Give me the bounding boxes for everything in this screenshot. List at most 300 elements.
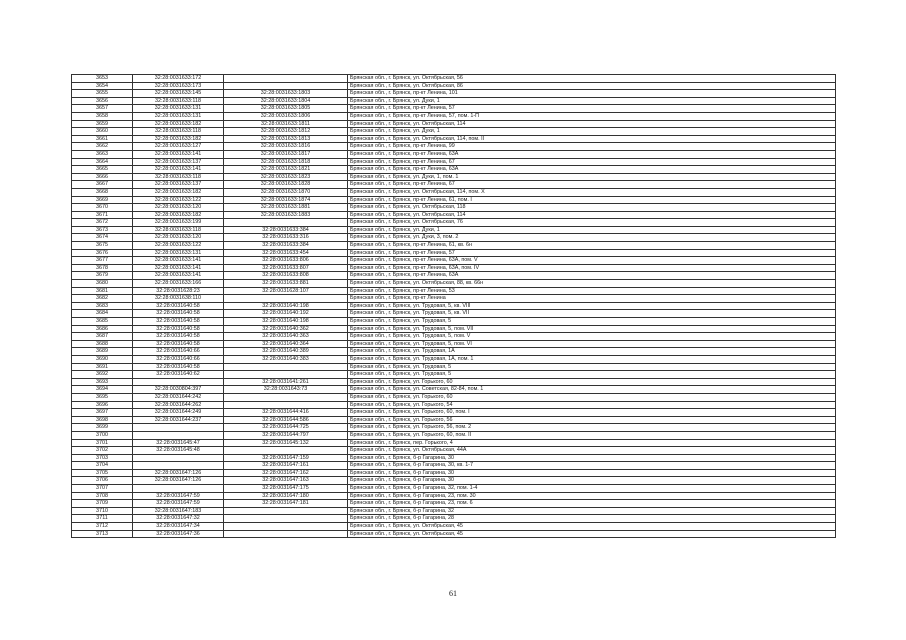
address-cell: Брянская обл., г. Брянск, ул. Октябрьская, 45 <box>348 523 836 531</box>
land-parcel-cadastral-cell: 32:28:0031644:262 <box>133 401 224 409</box>
row-number-cell: 3679 <box>72 272 133 280</box>
row-number-cell: 3678 <box>72 264 133 272</box>
table-row <box>72 447 836 455</box>
building-cadastral-cell: 32:28:0031640:192 <box>224 310 348 318</box>
table-row <box>72 378 836 386</box>
row-number-cell: 3709 <box>72 500 133 508</box>
land-parcel-cadastral-cell: 32:28:0031633:118 <box>133 97 224 105</box>
table-row <box>72 166 836 174</box>
land-parcel-cadastral-cell: 32:28:0031644:249 <box>133 409 224 417</box>
address-cell: Брянская обл., г. Брянск, пр-кт Ленина, 63А <box>348 166 836 174</box>
land-parcel-cadastral-cell: 32:28:0031633:141 <box>133 166 224 174</box>
row-number-cell: 3686 <box>72 325 133 333</box>
address-cell: Брянская обл., г. Брянск, пер. Горького, 4 <box>348 439 836 447</box>
page-number: 61 <box>449 589 457 598</box>
building-cadastral-cell: 32:28:0031647:161 <box>224 462 348 470</box>
building-cadastral-cell: 32:28:0031640:198 <box>224 302 348 310</box>
row-number-cell: 3673 <box>72 226 133 234</box>
address-cell: Брянская обл., г. Брянск, ул. Дуки, 1, пом. 1 <box>348 173 836 181</box>
land-parcel-cadastral-cell: 32:28:0031633:182 <box>133 135 224 143</box>
address-cell: Брянская обл., г. Брянск, б-р Гагарина, 23, пом. 6 <box>348 500 836 508</box>
address-cell: Брянская обл., г. Брянск, б-р Гагарина, 23, пом. 30 <box>348 492 836 500</box>
table-row <box>72 211 836 219</box>
table-row <box>72 158 836 166</box>
table-row <box>72 393 836 401</box>
building-cadastral-cell: 32:28:0031641:261 <box>224 378 348 386</box>
building-cadastral-cell: 32:28:0031633:1818 <box>224 158 348 166</box>
land-parcel-cadastral-cell: 32:28:0031640:58 <box>133 340 224 348</box>
building-cadastral-cell: 32:28:0031633:384 <box>224 226 348 234</box>
row-number-cell: 3675 <box>72 242 133 250</box>
row-number-cell: 3687 <box>72 333 133 341</box>
row-number-cell: 3681 <box>72 287 133 295</box>
table-row <box>72 515 836 523</box>
table-row <box>72 500 836 508</box>
land-parcel-cadastral-cell: 32:28:0031640:58 <box>133 310 224 318</box>
building-cadastral-cell: 32:28:0031644:586 <box>224 416 348 424</box>
land-parcel-cadastral-cell: 32:28:0031633:182 <box>133 211 224 219</box>
table-row <box>72 431 836 439</box>
address-cell: Брянская обл., г. Брянск, ул. Горького, 60, пом. II <box>348 431 836 439</box>
row-number-cell: 3683 <box>72 302 133 310</box>
table-row <box>72 439 836 447</box>
land-parcel-cadastral-cell: 32:28:0031647:59 <box>133 500 224 508</box>
row-number-cell: 3682 <box>72 295 133 303</box>
address-cell: Брянская обл., г. Брянск, ул. Октябрьская, 88, кв. 66н <box>348 280 836 288</box>
table-row <box>72 416 836 424</box>
table-row <box>72 264 836 272</box>
address-cell: Брянская обл., г. Брянск, пр-кт Ленина <box>348 295 836 303</box>
address-cell: Брянская обл., г. Брянск, б-р Гагарина, 32, пом. 1-4 <box>348 485 836 493</box>
table-row <box>72 355 836 363</box>
building-cadastral-cell: 32:28:0031633:1817 <box>224 150 348 158</box>
table-row <box>72 302 836 310</box>
row-number-cell: 3685 <box>72 318 133 326</box>
land-parcel-cadastral-cell: 32:28:0031647:126 <box>133 469 224 477</box>
land-parcel-cadastral-cell <box>133 424 224 432</box>
building-cadastral-cell: 32:28:0031633:807 <box>224 264 348 272</box>
address-cell: Брянская обл., г. Брянск, б-р Гагарина, 30 <box>348 454 836 462</box>
land-parcel-cadastral-cell: 32:28:0031640:58 <box>133 302 224 310</box>
table-row <box>72 469 836 477</box>
land-parcel-cadastral-cell: 32:28:0031633:118 <box>133 226 224 234</box>
building-cadastral-cell: 32:28:0031644:725 <box>224 424 348 432</box>
address-cell: Брянская обл., г. Брянск, ул. Трудовая, 1А, пом. 1 <box>348 355 836 363</box>
address-cell: Брянская обл., г. Брянск, пр-кт Ленина, 63А, пом. V <box>348 257 836 265</box>
table-row <box>72 348 836 356</box>
land-parcel-cadastral-cell: 32:28:0031633:141 <box>133 150 224 158</box>
table-row <box>72 257 836 265</box>
table-row <box>72 112 836 120</box>
building-cadastral-cell: 32:28:0031633:1811 <box>224 120 348 128</box>
row-number-cell: 3704 <box>72 462 133 470</box>
land-parcel-cadastral-cell: 32:28:0031633:182 <box>133 120 224 128</box>
table-row <box>72 120 836 128</box>
land-parcel-cadastral-cell: 32:28:0031640:62 <box>133 371 224 379</box>
row-number-cell: 3705 <box>72 469 133 477</box>
building-cadastral-cell: 32:28:0031647:180 <box>224 492 348 500</box>
address-cell: Брянская обл., г. Брянск, ул. Октябрьская, 114, пом. II <box>348 135 836 143</box>
building-cadastral-cell: 32:28:0031643:73 <box>224 386 348 394</box>
address-cell: Брянская обл., г. Брянск, ул. Горького, 56, пом. 2 <box>348 424 836 432</box>
table-row <box>72 409 836 417</box>
building-cadastral-cell: 32:28:0031640:362 <box>224 325 348 333</box>
land-parcel-cadastral-cell: 32:28:0031647:34 <box>133 523 224 531</box>
address-cell: Брянская обл., г. Брянск, пр-кт Ленина, 63А <box>348 272 836 280</box>
land-parcel-cadastral-cell: 32:28:0030804:397 <box>133 386 224 394</box>
building-cadastral-cell: 32:28:0031633:384 <box>224 242 348 250</box>
building-cadastral-cell: 32:28:0031640:389 <box>224 348 348 356</box>
address-cell: Брянская обл., г. Брянск, ул. Дуки, 1 <box>348 97 836 105</box>
table-row <box>72 226 836 234</box>
land-parcel-cadastral-cell: 32:28:0031647:32 <box>133 515 224 523</box>
row-number-cell: 3666 <box>72 173 133 181</box>
row-number-cell: 3711 <box>72 515 133 523</box>
building-cadastral-cell: 32:28:0031633:881 <box>224 280 348 288</box>
building-cadastral-cell: 32:28:0031628:107 <box>224 287 348 295</box>
address-cell: Брянская обл., г. Брянск, пр-кт Ленина, 67 <box>348 158 836 166</box>
table-row <box>72 340 836 348</box>
building-cadastral-cell: 32:28:0031633:1881 <box>224 204 348 212</box>
building-cadastral-cell: 32:28:0031633:1804 <box>224 97 348 105</box>
address-cell: Брянская обл., г. Брянск, б-р Гагарина, 30 <box>348 477 836 485</box>
row-number-cell: 3699 <box>72 424 133 432</box>
address-cell: Брянская обл., г. Брянск, ул. Октябрьская, 118 <box>348 204 836 212</box>
building-cadastral-cell: 32:28:0031633:808 <box>224 272 348 280</box>
address-cell: Брянская обл., г. Брянск, ул. Трудовая, 5, пом. VII <box>348 325 836 333</box>
row-number-cell: 3672 <box>72 219 133 227</box>
table-row <box>72 424 836 432</box>
address-cell: Брянская обл., г. Брянск, пр-кт Ленина, 67 <box>348 181 836 189</box>
land-parcel-cadastral-cell: 32:28:0031640:58 <box>133 325 224 333</box>
row-number-cell: 3677 <box>72 257 133 265</box>
table-row <box>72 371 836 379</box>
table-row <box>72 173 836 181</box>
table-row <box>72 181 836 189</box>
table-row <box>72 234 836 242</box>
table-row <box>72 310 836 318</box>
land-parcel-cadastral-cell: 32:28:0031633:137 <box>133 158 224 166</box>
land-parcel-cadastral-cell: 32:28:0031640:58 <box>133 363 224 371</box>
row-number-cell: 3692 <box>72 371 133 379</box>
table-row <box>72 287 836 295</box>
land-parcel-cadastral-cell: 32:28:0031640:66 <box>133 355 224 363</box>
row-number-cell: 3710 <box>72 507 133 515</box>
land-parcel-cadastral-cell <box>133 485 224 493</box>
address-cell: Брянская обл., г. Брянск, ул. Трудовая, 5, пом. VI <box>348 340 836 348</box>
table-row <box>72 523 836 531</box>
address-cell: Брянская обл., г. Брянск, ул. Октябрьская, 76 <box>348 219 836 227</box>
address-cell: Брянская обл., г. Брянск, ул. Дуки, 1 <box>348 226 836 234</box>
row-number-cell: 3707 <box>72 485 133 493</box>
land-parcel-cadastral-cell: 32:28:0031647:59 <box>133 492 224 500</box>
row-number-cell: 3695 <box>72 393 133 401</box>
table-row <box>72 249 836 257</box>
land-parcel-cadastral-cell: 32:28:0031633:120 <box>133 204 224 212</box>
building-cadastral-cell <box>224 219 348 227</box>
building-cadastral-cell: 32:28:0031633:1821 <box>224 166 348 174</box>
row-number-cell: 3669 <box>72 196 133 204</box>
address-cell: Брянская обл., г. Брянск, ул. Трудовая, 5, кв. VII <box>348 310 836 318</box>
row-number-cell: 3661 <box>72 135 133 143</box>
address-cell: Брянская обл., г. Брянск, пр-кт Ленина, 99 <box>348 143 836 151</box>
table-row <box>72 333 836 341</box>
land-parcel-cadastral-cell: 32:28:0031633:131 <box>133 249 224 257</box>
table-row <box>72 272 836 280</box>
row-number-cell: 3671 <box>72 211 133 219</box>
table-row <box>72 242 836 250</box>
building-cadastral-cell: 32:28:0031633:1816 <box>224 143 348 151</box>
land-parcel-cadastral-cell: 32:28:0031645:47 <box>133 439 224 447</box>
building-cadastral-cell <box>224 363 348 371</box>
land-parcel-cadastral-cell <box>133 462 224 470</box>
building-cadastral-cell: 32:28:0031647:175 <box>224 485 348 493</box>
building-cadastral-cell: 32:28:0031647:159 <box>224 454 348 462</box>
table-row <box>72 492 836 500</box>
building-cadastral-cell: 32:28:0031633:1812 <box>224 128 348 136</box>
building-cadastral-cell: 32:28:0031644:797 <box>224 431 348 439</box>
address-cell: Брянская обл., г. Брянск, пр-кт Ленина, 63А <box>348 150 836 158</box>
row-number-cell: 3655 <box>72 90 133 98</box>
land-parcel-cadastral-cell: 32:28:0031633:122 <box>133 242 224 250</box>
land-parcel-cadastral-cell <box>133 454 224 462</box>
building-cadastral-cell <box>224 371 348 379</box>
row-number-cell: 3665 <box>72 166 133 174</box>
table-row <box>72 507 836 515</box>
land-parcel-cadastral-cell: 32:28:0031633:118 <box>133 128 224 136</box>
land-parcel-cadastral-cell: 32:28:0031640:58 <box>133 318 224 326</box>
land-parcel-cadastral-cell: 32:28:0031640:66 <box>133 348 224 356</box>
table-row <box>72 462 836 470</box>
row-number-cell: 3691 <box>72 363 133 371</box>
building-cadastral-cell: 32:28:0031633:1870 <box>224 188 348 196</box>
address-cell: Брянская обл., г. Брянск, ул. Октябрьская, 114, пом. X <box>348 188 836 196</box>
building-cadastral-cell <box>224 393 348 401</box>
address-cell: Брянская обл., г. Брянск, ул. Горького, 60 <box>348 378 836 386</box>
table-row <box>72 280 836 288</box>
address-cell: Брянская обл., г. Брянск, ул. Трудовая, 5 <box>348 318 836 326</box>
address-cell: Брянская обл., г. Брянск, пр-кт Ленина, 57 <box>348 249 836 257</box>
land-parcel-cadastral-cell: 32:28:0031633:141 <box>133 272 224 280</box>
row-number-cell: 3700 <box>72 431 133 439</box>
building-cadastral-cell <box>224 75 348 83</box>
table-row <box>72 318 836 326</box>
address-cell: Брянская обл., г. Брянск, ул. Горького, 60 <box>348 393 836 401</box>
row-number-cell: 3657 <box>72 105 133 113</box>
building-cadastral-cell: 32:28:0031633:806 <box>224 257 348 265</box>
building-cadastral-cell: 32:28:0031633:1823 <box>224 173 348 181</box>
table-row <box>72 530 836 538</box>
row-number-cell: 3708 <box>72 492 133 500</box>
land-parcel-cadastral-cell: 32:28:0031633:118 <box>133 173 224 181</box>
address-cell: Брянская обл., г. Брянск, ул. Октябрьская, 44А <box>348 447 836 455</box>
table-row <box>72 295 836 303</box>
table-row <box>72 219 836 227</box>
land-parcel-cadastral-cell: 32:28:0031633:199 <box>133 219 224 227</box>
land-parcel-cadastral-cell: 32:28:0031644:242 <box>133 393 224 401</box>
address-cell: Брянская обл., г. Брянск, пр-кт Ленина, 63А, пом. IV <box>348 264 836 272</box>
row-number-cell: 3664 <box>72 158 133 166</box>
address-cell: Брянская обл., г. Брянск, б-р Гагарина, 30 <box>348 469 836 477</box>
building-cadastral-cell: 32:28:0031647:163 <box>224 477 348 485</box>
land-parcel-cadastral-cell: 32:28:0031633:141 <box>133 257 224 265</box>
land-parcel-cadastral-cell: 32:28:0031628:23 <box>133 287 224 295</box>
cadastral-table <box>71 74 836 538</box>
address-cell: Брянская обл., г. Брянск, ул. Горького, 60, пом. I <box>348 409 836 417</box>
building-cadastral-cell: 32:28:0031633:1803 <box>224 90 348 98</box>
address-cell: Брянская обл., г. Брянск, пр-кт Ленина, 57 <box>348 105 836 113</box>
building-cadastral-cell <box>224 507 348 515</box>
table-row <box>72 90 836 98</box>
row-number-cell: 3662 <box>72 143 133 151</box>
address-cell: Брянская обл., г. Брянск, пр-кт Ленина, 57, пом. 1-П <box>348 112 836 120</box>
row-number-cell: 3713 <box>72 530 133 538</box>
land-parcel-cadastral-cell: 32:28:0031644:237 <box>133 416 224 424</box>
row-number-cell: 3684 <box>72 310 133 318</box>
building-cadastral-cell <box>224 530 348 538</box>
building-cadastral-cell: 32:28:0031644:416 <box>224 409 348 417</box>
address-cell: Брянская обл., г. Брянск, ул. Дуки, 1 <box>348 128 836 136</box>
address-cell: Брянская обл., г. Брянск, пр-кт Ленина, 61, кв. 6н <box>348 242 836 250</box>
building-cadastral-cell: 32:28:0031633:454 <box>224 249 348 257</box>
address-cell: Брянская обл., г. Брянск, пр-кт Ленина, 101 <box>348 90 836 98</box>
table-row <box>72 105 836 113</box>
land-parcel-cadastral-cell: 32:28:0031647:183 <box>133 507 224 515</box>
building-cadastral-cell: 32:28:0031640:364 <box>224 340 348 348</box>
building-cadastral-cell: 32:28:0031633:1828 <box>224 181 348 189</box>
table-row <box>72 75 836 83</box>
land-parcel-cadastral-cell: 32:28:0031633:131 <box>133 105 224 113</box>
land-parcel-cadastral-cell: 32:28:0031633:127 <box>133 143 224 151</box>
building-cadastral-cell: 32:28:0031633:1813 <box>224 135 348 143</box>
row-number-cell: 3654 <box>72 82 133 90</box>
table-row <box>72 143 836 151</box>
address-cell: Брянская обл., г. Брянск, ул. Дуки, 3, пом. 2 <box>348 234 836 242</box>
address-cell: Брянская обл., г. Брянск, ул. Горького, 56 <box>348 416 836 424</box>
building-cadastral-cell: 32:28:0031640:198 <box>224 318 348 326</box>
table-row <box>72 325 836 333</box>
row-number-cell: 3694 <box>72 386 133 394</box>
table-body <box>72 75 836 538</box>
table-row <box>72 82 836 90</box>
land-parcel-cadastral-cell: 32:28:0031633:182 <box>133 188 224 196</box>
address-cell: Брянская обл., г. Брянск, пр-кт Ленина, 53 <box>348 287 836 295</box>
address-cell: Брянская обл., г. Брянск, ул. Трудовая, 5, пом. V <box>348 333 836 341</box>
building-cadastral-cell: 32:28:0031633:316 <box>224 234 348 242</box>
land-parcel-cadastral-cell: 32:28:0031633:172 <box>133 75 224 83</box>
land-parcel-cadastral-cell: 32:28:0031633:120 <box>133 234 224 242</box>
row-number-cell: 3658 <box>72 112 133 120</box>
address-cell: Брянская обл., г. Брянск, ул. Октябрьская, 56 <box>348 75 836 83</box>
building-cadastral-cell: 32:28:0031645:132 <box>224 439 348 447</box>
building-cadastral-cell <box>224 447 348 455</box>
table-row <box>72 477 836 485</box>
land-parcel-cadastral-cell: 32:28:0031633:145 <box>133 90 224 98</box>
address-cell: Брянская обл., г. Брянск, ул. Трудовая, 1А <box>348 348 836 356</box>
row-number-cell: 3663 <box>72 150 133 158</box>
row-number-cell: 3688 <box>72 340 133 348</box>
building-cadastral-cell <box>224 401 348 409</box>
address-cell: Брянская обл., г. Брянск, б-р Гагарина, 28 <box>348 515 836 523</box>
row-number-cell: 3659 <box>72 120 133 128</box>
land-parcel-cadastral-cell: 32:28:0031647:36 <box>133 530 224 538</box>
land-parcel-cadastral-cell <box>133 378 224 386</box>
table-row <box>72 150 836 158</box>
row-number-cell: 3690 <box>72 355 133 363</box>
address-cell: Брянская обл., г. Брянск, ул. Советская, 82-84, пом. 1 <box>348 386 836 394</box>
row-number-cell: 3660 <box>72 128 133 136</box>
address-cell: Брянская обл., г. Брянск, ул. Трудовая, 5 <box>348 371 836 379</box>
address-cell: Брянская обл., г. Брянск, ул. Трудовая, 5, кв. VIII <box>348 302 836 310</box>
table-row <box>72 454 836 462</box>
row-number-cell: 3670 <box>72 204 133 212</box>
address-cell: Брянская обл., г. Брянск, пр-кт Ленина, 61, пом. I <box>348 196 836 204</box>
building-cadastral-cell: 32:28:0031633:1805 <box>224 105 348 113</box>
address-cell: Брянская обл., г. Брянск, ул. Октябрьская, 114 <box>348 211 836 219</box>
row-number-cell: 3653 <box>72 75 133 83</box>
row-number-cell: 3689 <box>72 348 133 356</box>
table-row <box>72 196 836 204</box>
building-cadastral-cell: 32:28:0031633:1883 <box>224 211 348 219</box>
address-cell: Брянская обл., г. Брянск, ул. Трудовая, 5 <box>348 363 836 371</box>
table-row <box>72 188 836 196</box>
land-parcel-cadastral-cell: 32:28:0031633:173 <box>133 82 224 90</box>
row-number-cell: 3698 <box>72 416 133 424</box>
address-cell: Брянская обл., г. Брянск, ул. Горького, 54 <box>348 401 836 409</box>
building-cadastral-cell: 32:28:0031647:181 <box>224 500 348 508</box>
building-cadastral-cell: 32:28:0031633:1806 <box>224 112 348 120</box>
building-cadastral-cell <box>224 515 348 523</box>
table-row <box>72 97 836 105</box>
land-parcel-cadastral-cell: 32:28:0031633:166 <box>133 280 224 288</box>
address-cell: Брянская обл., г. Брянск, ул. Октябрьская, 114 <box>348 120 836 128</box>
row-number-cell: 3667 <box>72 181 133 189</box>
table-row <box>72 128 836 136</box>
land-parcel-cadastral-cell: 32:28:0031633:141 <box>133 264 224 272</box>
row-number-cell: 3676 <box>72 249 133 257</box>
land-parcel-cadastral-cell: 32:28:0031633:137 <box>133 181 224 189</box>
land-parcel-cadastral-cell <box>133 431 224 439</box>
table-row <box>72 401 836 409</box>
building-cadastral-cell: 32:28:0031640:363 <box>224 333 348 341</box>
row-number-cell: 3712 <box>72 523 133 531</box>
address-cell: Брянская обл., г. Брянск, ул. Октябрьская, 86 <box>348 82 836 90</box>
row-number-cell: 3701 <box>72 439 133 447</box>
table-row <box>72 386 836 394</box>
row-number-cell: 3680 <box>72 280 133 288</box>
row-number-cell: 3697 <box>72 409 133 417</box>
address-cell: Брянская обл., г. Брянск, ул. Октябрьская, 45 <box>348 530 836 538</box>
row-number-cell: 3668 <box>72 188 133 196</box>
row-number-cell: 3674 <box>72 234 133 242</box>
row-number-cell: 3696 <box>72 401 133 409</box>
building-cadastral-cell <box>224 82 348 90</box>
building-cadastral-cell: 32:28:0031633:1874 <box>224 196 348 204</box>
table-row <box>72 363 836 371</box>
building-cadastral-cell: 32:28:0031647:162 <box>224 469 348 477</box>
building-cadastral-cell: 32:28:0031640:383 <box>224 355 348 363</box>
land-parcel-cadastral-cell: 32:28:0031638:110 <box>133 295 224 303</box>
row-number-cell: 3702 <box>72 447 133 455</box>
row-number-cell: 3693 <box>72 378 133 386</box>
row-number-cell: 3706 <box>72 477 133 485</box>
land-parcel-cadastral-cell: 32:28:0031647:126 <box>133 477 224 485</box>
table-row <box>72 135 836 143</box>
land-parcel-cadastral-cell: 32:28:0031645:48 <box>133 447 224 455</box>
row-number-cell: 3656 <box>72 97 133 105</box>
address-cell: Брянская обл., г. Брянск, б-р Гагарина, 32 <box>348 507 836 515</box>
table-row <box>72 204 836 212</box>
